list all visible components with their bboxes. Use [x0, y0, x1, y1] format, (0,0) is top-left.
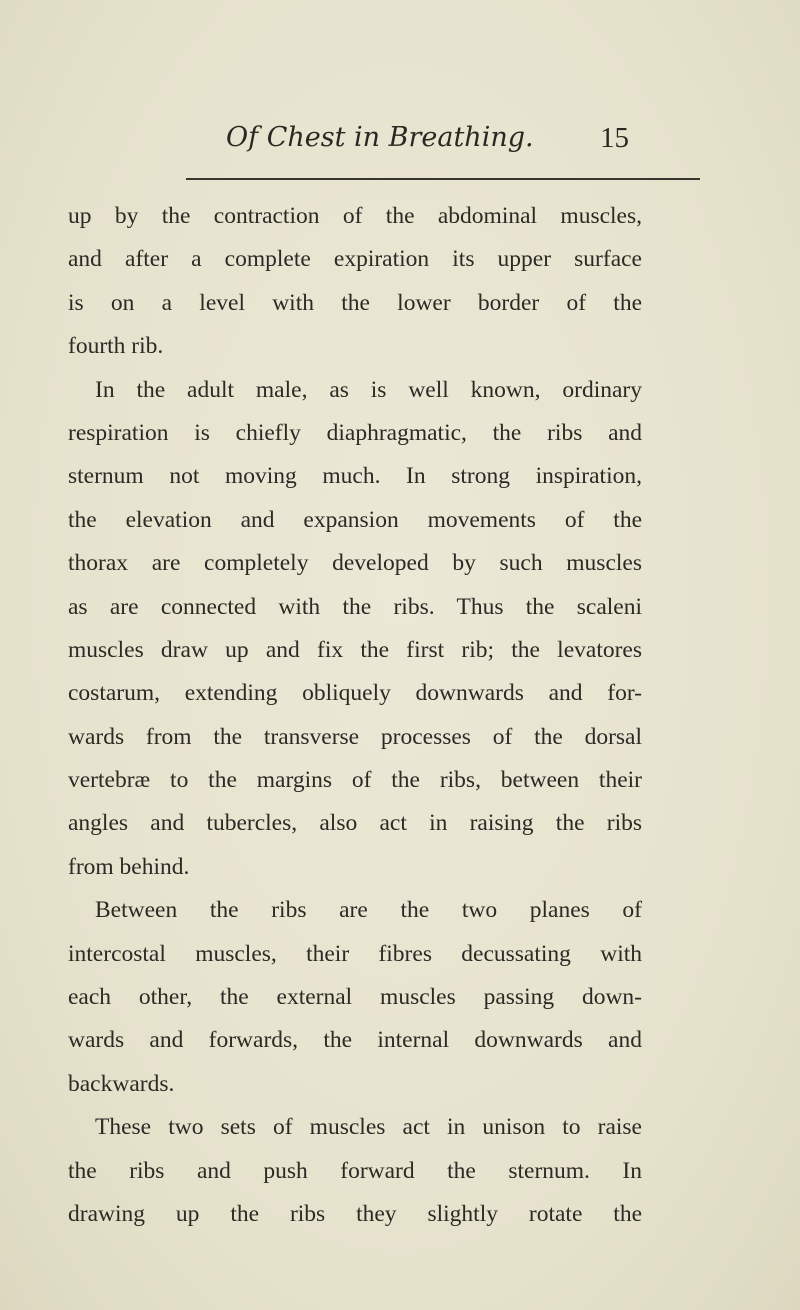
paragraph-start: These two sets of muscles act in unison to raise	[95, 1114, 642, 1141]
paragraph-start: In the adult male, as is well known, ordinary	[95, 376, 642, 403]
text-line: is on a level with the lower border of the	[68, 289, 642, 316]
text-line: wards and forwards, the internal downwards and	[68, 1027, 642, 1054]
running-title: Of Chest in Breathing.	[226, 122, 534, 153]
text-line: costarum, extending obliquely downwards and for-	[68, 680, 642, 707]
text-line: wards from the transverse processes of the dorsal	[68, 723, 642, 750]
text-line: drawing up the ribs they slightly rotate the	[68, 1200, 642, 1227]
text-line: as are connected with the ribs. Thus the scaleni	[68, 593, 642, 620]
paragraph-start: Between the ribs are the two planes of	[95, 897, 642, 924]
text-line: backwards.	[68, 1070, 175, 1097]
text-line: the ribs and push forward the sternum. In	[68, 1157, 642, 1184]
text-line: from behind.	[68, 853, 190, 880]
page-number: 15	[600, 122, 629, 154]
running-head	[0, 118, 800, 158]
text-line: each other, the external muscles passing down-	[68, 984, 642, 1011]
text-line: fourth rib.	[68, 333, 164, 360]
text-line: thorax are completely developed by such muscles	[68, 550, 642, 577]
body-text	[68, 195, 642, 1236]
text-line: up by the contraction of the abdominal muscles,	[68, 203, 642, 229]
text-line: the elevation and expansion movements of the	[68, 506, 642, 533]
text-line: muscles draw up and fix the first rib; the levatores	[68, 636, 642, 663]
text-line: respiration is chiefly diaphragmatic, the ribs and	[68, 419, 642, 446]
header-rule	[186, 178, 700, 180]
text-line: sternum not moving much. In strong inspiration,	[68, 463, 642, 490]
text-line: vertebræ to the margins of the ribs, between their	[68, 767, 642, 794]
text-line: angles and tubercles, also act in raising the ribs	[68, 810, 642, 837]
text-line: and after a complete expiration its upper surface	[68, 246, 642, 273]
text-line: intercostal muscles, their fibres decussating with	[68, 940, 642, 967]
